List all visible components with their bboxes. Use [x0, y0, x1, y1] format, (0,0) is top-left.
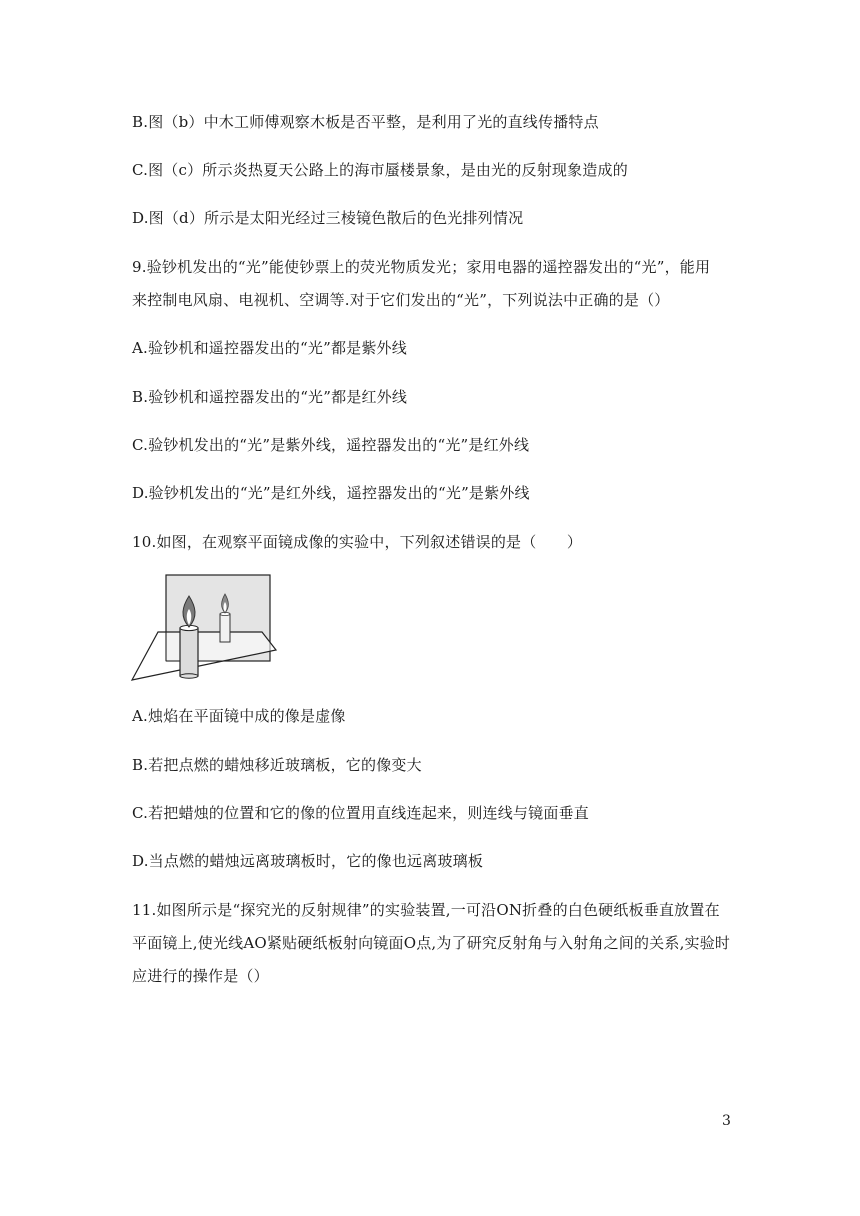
page-number: 3: [722, 1113, 731, 1129]
option-b-q8: B.图（b）中木工师傅观察木板是否平整，是利用了光的直线传播特点: [132, 113, 599, 131]
plane-mirror-candles-diagram: [130, 572, 280, 684]
question-9-line-1: 9.验钞机发出的“光”能使钞票上的荧光物质发光；家用电器的遥控器发出的“光”，能用: [132, 258, 711, 276]
question-11-line-3: 应进行的操作是（）: [132, 967, 269, 985]
option-d-q9: D.验钞机发出的“光”是红外线，遥控器发出的“光”是紫外线: [132, 484, 530, 502]
option-d-q8: D.图（d）所示是太阳光经过三棱镜色散后的色光排列情况: [132, 209, 524, 227]
option-a-q9: A.验钞机和遥控器发出的“光”都是紫外线: [132, 339, 407, 357]
option-c-q8: C.图（c）所示炎热夏天公路上的海市蜃楼景象，是由光的反射现象造成的: [132, 161, 628, 179]
question-11-line-2: 平面镜上,使光线AO紧贴硬纸板射向镜面O点,为了研究反射角与入射角之间的关系,实验时: [132, 934, 731, 952]
option-b-q9: B.验钞机和遥控器发出的“光”都是红外线: [132, 388, 408, 406]
option-c-q10: C.若把蜡烛的位置和它的像的位置用直线连起来，则连线与镜面垂直: [132, 804, 589, 822]
question-11-line-1: 11.如图所示是“探究光的反射规律”的实验装置,一可沿ON折叠的白色硬纸板垂直放置在: [132, 901, 720, 919]
option-c-q9: C.验钞机发出的“光”是紫外线，遥控器发出的“光”是红外线: [132, 436, 530, 454]
option-a-q10: A.烛焰在平面镜中成的像是虚像: [132, 707, 346, 725]
question-9-line-2: 来控制电风扇、电视机、空调等.对于它们发出的“光”，下列说法中正确的是（）: [132, 291, 670, 309]
option-d-q10: D.当点燃的蜡烛远离玻璃板时，它的像也远离玻璃板: [132, 852, 484, 870]
question-10: 10.如图，在观察平面镜成像的实验中，下列叙述错误的是（ ）: [132, 533, 583, 551]
option-b-q10: B.若把点燃的蜡烛移近玻璃板，它的像变大: [132, 756, 422, 774]
